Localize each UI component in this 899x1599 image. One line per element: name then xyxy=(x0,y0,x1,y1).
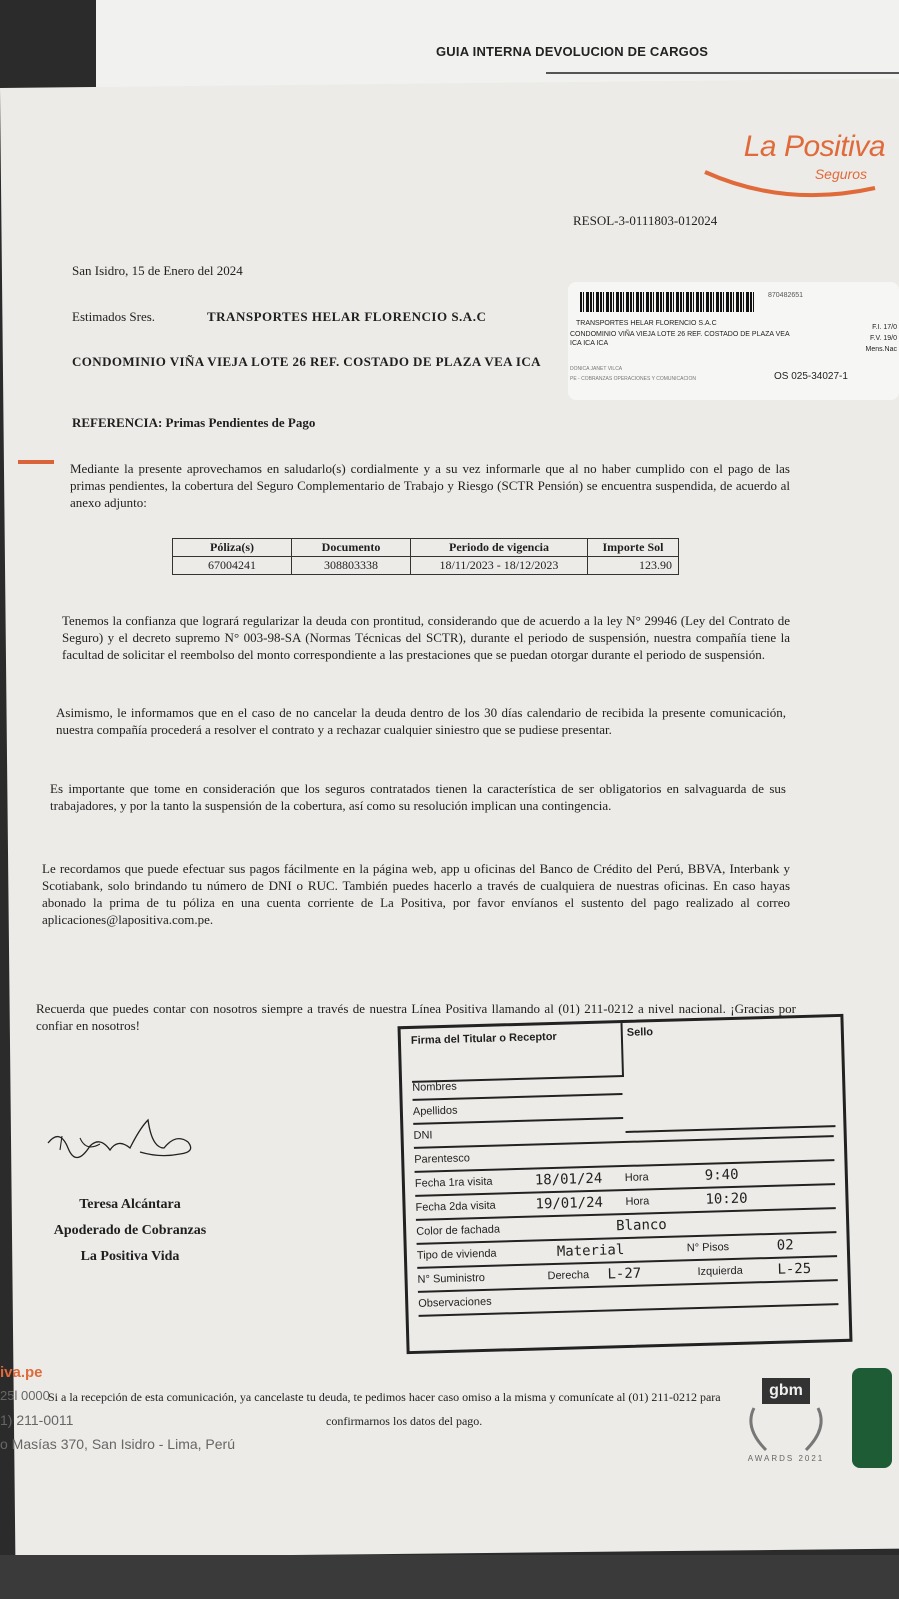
paragraph-5: Le recordamos que puede efectuar sus pagos fácilmente en la página web, app u oficinas del Banco de Crédito del Perú, BBVA, Interbank y Scotiabank, solo brindando tu número de DNI o RUC. También puedes hacerlo a través de cualquiera de nuestras oficinas. En caso hayas abonado la prima de tu póliza en una cuenta corriente de La Positiva, por favor envíanos el sustento del pago realizado al correo aplicaciones@lapositiva.com.pe. xyxy=(42,861,790,927)
gbm-award-badge xyxy=(736,1378,836,1468)
col-importe: Importe Sol xyxy=(588,539,679,557)
visit1-hour-label: Hora xyxy=(624,1171,649,1184)
label-address: CONDOMINIO VIÑA VIEJA LOTE 26 REF. COSTADO DE PLAZA VEA ICA ICA ICA xyxy=(570,331,790,347)
label-agent: DONICA JANET VILCA xyxy=(570,366,623,372)
derecha-label: Derecha xyxy=(547,1269,590,1283)
stamp-apellidos: Apellidos xyxy=(413,1095,624,1125)
label-name: TRANSPORTES HELAR FLORENCIO S.A.C xyxy=(576,320,717,327)
footer-address: o Masías 370, San Isidro - Lima, Perú xyxy=(0,1436,235,1452)
pisos-label: N° Pisos xyxy=(686,1241,730,1255)
izquierda-label: Izquierda xyxy=(697,1264,743,1279)
vivienda-label: Tipo de vivienda xyxy=(416,1247,497,1262)
visit1-hour: 9:40 xyxy=(704,1166,739,1184)
label-mens: Mens.Nac xyxy=(865,346,897,353)
footer-web: iva.pe xyxy=(0,1364,43,1381)
izquierda-value: L-25 xyxy=(777,1260,812,1278)
brand-sub: Seguros xyxy=(814,166,867,182)
label-dates xyxy=(865,322,897,355)
cell-periodo: 18/11/2023 - 18/12/2023 xyxy=(411,557,588,575)
la-positiva-logo xyxy=(695,130,885,200)
stamp-sello: Sello xyxy=(623,1017,836,1133)
award-logo: gbm xyxy=(762,1378,810,1404)
col-poliza: Póliza(s) xyxy=(173,539,292,557)
shipping-label xyxy=(568,282,899,400)
green-badge xyxy=(852,1368,892,1468)
laurel-icon xyxy=(736,1378,836,1458)
label-code: 870482651 xyxy=(768,292,804,299)
resolution-number: RESOL-3-0111803-012024 xyxy=(573,213,718,228)
derecha-value: L-27 xyxy=(607,1265,642,1283)
stamp-dni: DNI xyxy=(413,1113,834,1149)
pisos-value: 02 xyxy=(776,1237,794,1254)
guide-title: GUIA INTERNA DEVOLUCION DE CARGOS xyxy=(436,44,709,59)
vivienda-material: Material xyxy=(556,1242,625,1260)
cell-poliza: 67004241 xyxy=(173,557,292,575)
delivery-stamp xyxy=(398,1014,853,1354)
paragraph-3: Asimismo, le informamos que en el caso de no cancelar la deuda dentro de los 30 días calendario de recibida la presente comunicación, nuestra compañía procederá a resolver el contrato y a rechazar cualquier siniestro que se pudiese presentar. xyxy=(56,705,786,737)
visit2-hour: 10:20 xyxy=(705,1190,748,1208)
label-fi: F.I. 17/0 xyxy=(872,324,897,331)
table-surface xyxy=(0,1555,899,1599)
footer-phone: 1) 211-0011 xyxy=(0,1412,74,1428)
letter-date: San Isidro, 15 de Enero del 2024 xyxy=(72,263,243,278)
orange-marker xyxy=(18,460,54,464)
table-row xyxy=(173,557,679,575)
footer-note-2: confirmarnos los datos del pago. xyxy=(326,1414,483,1428)
award-year: AWARDS 2021 xyxy=(747,1454,825,1463)
salutation-label: Estimados Sres. xyxy=(72,309,156,324)
signer-block xyxy=(30,1192,230,1270)
table-header-row xyxy=(173,539,679,557)
brand-name: La Positiva xyxy=(743,130,885,163)
paragraph-4: Es importante que tome en consideración que los seguros contratados tienen la característica de ser obligatorios en salvaguarda de sus trabajadores, y por la tanto la suspensión de la cobertura, así como su resolución implican una contingencia. xyxy=(50,781,786,813)
footer-phone-partial: 25l 0000 xyxy=(0,1388,50,1403)
col-periodo: Periodo de vigencia xyxy=(411,539,588,557)
recipient-name: TRANSPORTES HELAR FLORENCIO S.A.C xyxy=(207,309,487,324)
visit1-label: Fecha 1ra visita xyxy=(414,1175,493,1190)
signer-role: Apoderado de Cobranzas xyxy=(53,1223,207,1238)
paragraph-1: Mediante la presente aprovechamos en saludarlo(s) cordialmente y a su vez informarle que al no haber cumplido con el pago de las primas pendientes, la cobertura del Seguro Complementario de Trabajo y Riesgo (SCTR Pensión) se encuentra suspendida, de acuerdo al anexo adjunto: xyxy=(70,461,790,510)
handwritten-signature xyxy=(40,1108,210,1188)
stamp-parentesco: Parentesco xyxy=(414,1137,835,1173)
stamp-observ: Observaciones xyxy=(418,1281,839,1317)
visit2-date: 19/01/24 xyxy=(535,1194,604,1213)
stamp-nombres: Nombres xyxy=(412,1071,623,1101)
brand-swoosh-icon xyxy=(695,160,885,200)
footer-note-1: Si a la recepción de esta comunicación, ya cancelaste tu deuda, te pedimos hacer caso omiso a la misma y comunícate al (01) 211-0212 para xyxy=(48,1390,721,1404)
paragraph-6: Recuerda que puedes contar con nosotros siempre a través de nuestra Línea Positiva llamando al (01) 211-0212 a nivel nacional. ¡Gracias por confiar en nosotros! xyxy=(36,1001,796,1033)
label-os: OS 025-34027-1 xyxy=(774,371,848,382)
visit2-label: Fecha 2da visita xyxy=(415,1199,496,1214)
reference: REFERENCIA: Primas Pendientes de Pago xyxy=(72,415,316,430)
color-label: Color de fachada xyxy=(416,1223,501,1238)
suministro-label: N° Suministro xyxy=(417,1271,486,1286)
signer-company: La Positiva Vida xyxy=(80,1249,180,1264)
policy-table xyxy=(172,538,679,575)
color-value: Blanco xyxy=(615,1216,667,1235)
cell-documento: 308803338 xyxy=(292,557,411,575)
visit1-date: 18/01/24 xyxy=(534,1170,603,1189)
title-rule xyxy=(546,72,899,74)
label-department: PE - COBRANZAS OPERACIONES Y COMUNICACION xyxy=(570,376,696,382)
col-documento: Documento xyxy=(292,539,411,557)
label-fv: F.V. 19/0 xyxy=(870,335,897,342)
paragraph-2: Tenemos la confianza que logrará regularizar la deuda con prontitud, considerando que de acuerdo a la ley N° 29946 (Ley del Contrato de Seguro) y el decreto supremo N° 003-98-SA (Normas Técnicas del SCTR), durante el periodo de suspensión, nuestra compañía tiene la facultad de solicitar el reembolso del monto correspondiente a las prestaciones que se puedan otorgar durante el periodo de suspensión. xyxy=(62,613,790,662)
barcode xyxy=(580,292,756,312)
stamp-firma: Firma del Titular o Receptor xyxy=(411,1023,624,1083)
signer-name: Teresa Alcántara xyxy=(79,1197,181,1212)
cell-importe: 123.90 xyxy=(588,557,679,575)
visit2-hour-label: Hora xyxy=(625,1195,650,1208)
recipient-address: CONDOMINIO VIÑA VIEJA LOTE 26 REF. COSTADO DE PLAZA VEA ICA xyxy=(72,354,541,369)
